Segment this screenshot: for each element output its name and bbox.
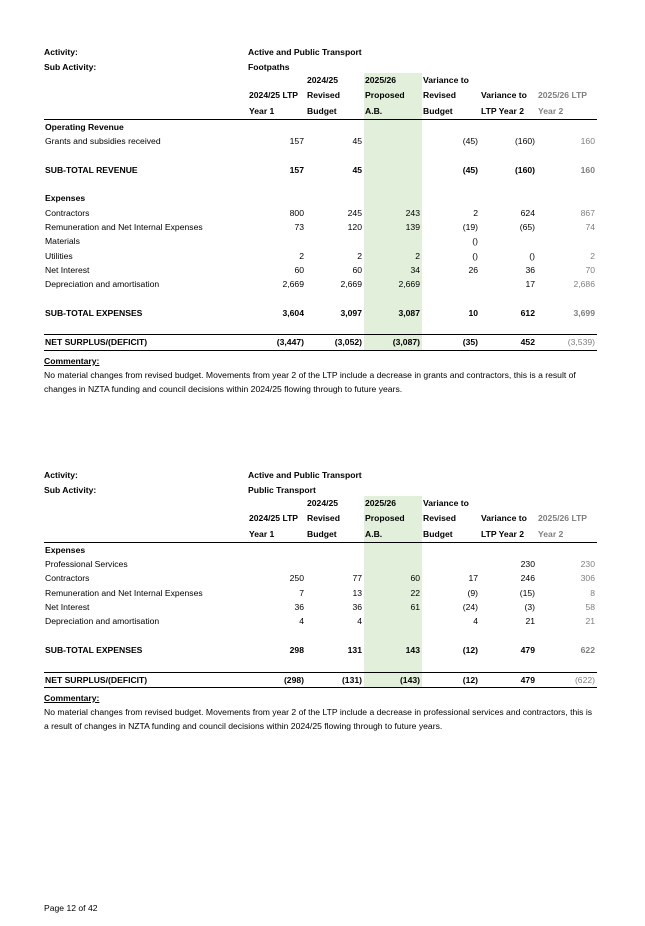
column-header-cell: Variance to xyxy=(481,90,527,101)
value-cell: 2 xyxy=(357,250,362,261)
column-header-cell: LTP Year 2 xyxy=(480,104,537,120)
row-label: Materials xyxy=(45,236,80,247)
value-cell: 4 xyxy=(357,616,362,627)
row-label: SUB-TOTAL REVENUE xyxy=(45,164,138,175)
value-cell: 45 xyxy=(352,164,362,175)
value-cell xyxy=(306,119,364,134)
column-header-cell: 2025/26 LTP xyxy=(538,513,588,524)
value-cell: (45) xyxy=(462,164,478,175)
column-header-cell: 2025/26 LTP xyxy=(538,90,588,101)
row-label: Depreciation and amortisation xyxy=(45,279,160,290)
table-row xyxy=(44,119,597,134)
value-cell xyxy=(537,119,597,134)
row-label: Net Interest xyxy=(45,602,90,613)
value-cell: () xyxy=(472,250,478,261)
value-cell: (3,087) xyxy=(364,335,422,350)
value-cell: 58 xyxy=(585,602,595,613)
subactivity-label: Sub Activity: xyxy=(44,485,97,495)
value-cell xyxy=(306,148,364,162)
column-header-cell: 2024/25 LTP xyxy=(249,513,299,524)
table-row xyxy=(44,629,597,643)
value-cell xyxy=(364,148,422,162)
column-header-cell: Year 2 xyxy=(537,527,597,543)
column-header-cell: Revised xyxy=(307,513,340,524)
column-header-cell: Budget xyxy=(306,527,364,543)
column-header-cell: Revised xyxy=(423,513,456,524)
value-cell xyxy=(537,234,597,248)
value-cell xyxy=(422,629,480,643)
table-row xyxy=(44,277,597,291)
value-cell xyxy=(537,320,597,335)
value-cell xyxy=(364,291,422,305)
row-label: Grants and subsidies received xyxy=(45,136,161,147)
table-row xyxy=(44,657,597,672)
table-row xyxy=(44,672,597,687)
value-cell: 2 xyxy=(364,249,422,263)
value-cell: 306 xyxy=(580,573,595,584)
value-cell: 34 xyxy=(364,263,422,277)
value-cell xyxy=(364,629,422,643)
value-cell: 157 xyxy=(289,136,304,147)
column-header-cell: Variance to xyxy=(423,75,469,86)
activity-value: Active and Public Transport xyxy=(248,47,362,57)
header-label-cell xyxy=(44,104,248,120)
column-header-cell: Year 1 xyxy=(248,104,306,120)
table-row xyxy=(44,249,597,263)
value-cell: 36 xyxy=(525,264,535,275)
value-cell xyxy=(480,657,537,672)
value-cell xyxy=(248,542,306,557)
value-cell xyxy=(248,657,306,672)
value-cell: () xyxy=(529,250,535,261)
value-cell xyxy=(422,277,480,291)
value-cell xyxy=(248,148,306,162)
commentary-text: No material changes from revised budget. Movements from year 2 of the LTP include a decrease in grants and contractors, this is a result of changes in NZTA funding and council decisions within 2024/25 flowing through to future years. xyxy=(44,370,576,394)
column-header-cell: Revised xyxy=(423,90,456,101)
activity-label: Activity: xyxy=(44,47,78,57)
row-label: Contractors xyxy=(45,207,90,218)
table-row xyxy=(44,191,597,205)
row-label xyxy=(44,657,248,672)
column-header-cell xyxy=(248,73,306,88)
header-label-cell xyxy=(44,88,248,103)
value-cell: 7 xyxy=(299,587,304,598)
column-header-cell: Budget xyxy=(306,104,364,120)
value-cell: (3) xyxy=(524,602,535,613)
value-cell xyxy=(306,291,364,305)
row-label xyxy=(44,320,248,335)
value-cell: 45 xyxy=(352,136,362,147)
value-cell: 139 xyxy=(364,220,422,234)
value-cell xyxy=(248,629,306,643)
value-cell: 61 xyxy=(364,600,422,614)
row-label: Remuneration and Net Internal Expenses xyxy=(45,221,203,232)
row-label: NET SURPLUS/(DEFICIT) xyxy=(44,335,248,350)
row-label xyxy=(44,291,248,305)
commentary-text: No material changes from revised budget. Movements from year 2 of the LTP include a decrease in professional services and contractors, this is a result of changes in NZTA funding and council decisions within 2024/25 flowing through to future years. xyxy=(44,707,593,731)
value-cell xyxy=(364,234,422,248)
value-cell xyxy=(480,291,537,305)
value-cell xyxy=(480,191,537,205)
value-cell xyxy=(364,177,422,191)
value-cell xyxy=(248,177,306,191)
table-row xyxy=(44,320,597,335)
value-cell: 245 xyxy=(347,207,362,218)
table-row xyxy=(44,557,597,571)
row-label xyxy=(44,177,248,191)
value-cell: 2 xyxy=(590,250,595,261)
value-cell: 120 xyxy=(347,221,362,232)
value-cell: 160 xyxy=(580,136,595,147)
row-label: Utilities xyxy=(45,250,73,261)
subactivity-value: Public Transport xyxy=(248,485,316,495)
value-cell: 298 xyxy=(289,644,304,655)
header-label-cell xyxy=(44,73,248,88)
column-header-cell xyxy=(537,73,597,88)
value-cell: 21 xyxy=(525,616,535,627)
table-row xyxy=(44,177,597,191)
value-cell: 3,604 xyxy=(282,307,304,318)
value-cell xyxy=(480,320,537,335)
value-cell: (65) xyxy=(519,221,535,232)
value-cell: 2,669 xyxy=(340,279,362,290)
value-cell: () xyxy=(472,236,478,247)
value-cell xyxy=(480,177,537,191)
column-header-cell: Variance to xyxy=(481,513,527,524)
value-cell: 60 xyxy=(352,264,362,275)
value-cell: 250 xyxy=(289,573,304,584)
value-cell: 36 xyxy=(294,602,304,613)
subactivity-value: Footpaths xyxy=(248,62,290,72)
header-label-cell xyxy=(44,496,248,511)
value-cell: (3,052) xyxy=(306,335,364,350)
table-row xyxy=(44,148,597,162)
table-row xyxy=(44,134,597,148)
column-header-cell: Budget xyxy=(422,104,480,120)
value-cell: (131) xyxy=(306,672,364,687)
value-cell xyxy=(364,542,422,557)
value-cell xyxy=(306,177,364,191)
column-header-cell: Year 2 xyxy=(537,104,597,120)
budget-table xyxy=(44,496,597,688)
column-header-cell: 2024/25 xyxy=(307,498,339,509)
row-label xyxy=(44,148,248,162)
value-cell xyxy=(422,557,480,571)
column-header-cell: 2025/26 xyxy=(364,496,422,511)
value-cell: (3,447) xyxy=(248,335,306,350)
value-cell: 2 xyxy=(473,207,478,218)
value-cell xyxy=(306,657,364,672)
column-header-cell: Variance to xyxy=(423,498,469,509)
header-label-cell xyxy=(44,527,248,543)
value-cell: (9) xyxy=(467,587,478,598)
value-cell xyxy=(422,291,480,305)
value-cell: 867 xyxy=(580,207,595,218)
value-cell xyxy=(422,119,480,134)
value-cell: (622) xyxy=(537,672,597,687)
value-cell: (24) xyxy=(462,602,478,613)
value-cell xyxy=(364,191,422,205)
value-cell: 3,087 xyxy=(364,306,422,320)
value-cell: 73 xyxy=(294,221,304,232)
value-cell xyxy=(537,542,597,557)
table-row xyxy=(44,163,597,177)
value-cell: 612 xyxy=(520,307,535,318)
value-cell xyxy=(306,542,364,557)
value-cell xyxy=(537,657,597,672)
commentary-title: Commentary: xyxy=(44,693,100,703)
value-cell xyxy=(364,134,422,148)
value-cell xyxy=(537,148,597,162)
column-header-cell: Proposed xyxy=(364,511,422,526)
value-cell: 160 xyxy=(580,164,595,175)
row-label: Remuneration and Net Internal Expenses xyxy=(45,587,203,598)
value-cell: 60 xyxy=(294,264,304,275)
table-row xyxy=(44,263,597,277)
value-cell xyxy=(306,191,364,205)
column-header-cell xyxy=(480,496,537,511)
value-cell xyxy=(422,191,480,205)
activity-value: Active and Public Transport xyxy=(248,470,362,480)
value-cell xyxy=(422,148,480,162)
value-cell: 243 xyxy=(364,206,422,220)
table-row xyxy=(44,206,597,220)
row-label: SUB-TOTAL EXPENSES xyxy=(45,644,143,655)
value-cell: 800 xyxy=(289,207,304,218)
value-cell: (160) xyxy=(514,136,535,147)
value-cell: 10 xyxy=(468,307,478,318)
table-row xyxy=(44,571,597,585)
value-cell: 21 xyxy=(585,616,595,627)
value-cell xyxy=(364,320,422,335)
table-row xyxy=(44,291,597,305)
value-cell xyxy=(306,629,364,643)
subactivity-label: Sub Activity: xyxy=(44,62,97,72)
row-label: Professional Services xyxy=(45,559,128,570)
row-label: Operating Revenue xyxy=(45,121,124,132)
value-cell: (160) xyxy=(514,164,535,175)
column-header-cell: Year 1 xyxy=(248,527,306,543)
value-cell: 624 xyxy=(520,207,535,218)
value-cell: 2,686 xyxy=(573,279,595,290)
value-cell: (19) xyxy=(462,221,478,232)
table-row xyxy=(44,335,597,350)
value-cell: 4 xyxy=(473,616,478,627)
value-cell: 2 xyxy=(299,250,304,261)
value-cell: 622 xyxy=(580,644,595,655)
value-cell xyxy=(248,320,306,335)
value-cell: 452 xyxy=(480,335,537,350)
value-cell xyxy=(306,234,364,248)
value-cell: 74 xyxy=(585,221,595,232)
table-row xyxy=(44,542,597,557)
row-label: Contractors xyxy=(45,573,90,584)
value-cell xyxy=(480,148,537,162)
value-cell: (12) xyxy=(422,672,480,687)
value-cell: 8 xyxy=(590,587,595,598)
value-cell: 36 xyxy=(352,602,362,613)
value-cell: 131 xyxy=(347,644,362,655)
table-row xyxy=(44,234,597,248)
value-cell: (45) xyxy=(462,136,478,147)
value-cell xyxy=(306,557,364,571)
value-cell: (143) xyxy=(364,672,422,687)
value-cell: 157 xyxy=(289,164,304,175)
value-cell: 479 xyxy=(520,644,535,655)
value-cell xyxy=(537,291,597,305)
value-cell: 22 xyxy=(364,586,422,600)
column-header-cell: Budget xyxy=(422,527,480,543)
page-number: Page 12 of 42 xyxy=(44,903,98,913)
value-cell xyxy=(364,163,422,177)
value-cell xyxy=(364,557,422,571)
value-cell: 479 xyxy=(480,672,537,687)
value-cell xyxy=(537,177,597,191)
table-row xyxy=(44,586,597,600)
value-cell: 4 xyxy=(299,616,304,627)
value-cell: 2,669 xyxy=(282,279,304,290)
value-cell xyxy=(422,320,480,335)
table-row xyxy=(44,614,597,628)
value-cell: 17 xyxy=(525,279,535,290)
value-cell xyxy=(248,234,306,248)
value-cell xyxy=(480,234,537,248)
column-header-cell xyxy=(480,73,537,88)
value-cell xyxy=(364,119,422,134)
value-cell xyxy=(248,291,306,305)
column-header-cell: 2025/26 xyxy=(364,73,422,88)
column-header-cell xyxy=(248,496,306,511)
value-cell: 13 xyxy=(352,587,362,598)
value-cell: 3,699 xyxy=(573,307,595,318)
value-cell: (35) xyxy=(422,335,480,350)
value-cell xyxy=(248,119,306,134)
value-cell: 230 xyxy=(520,559,535,570)
column-header-cell: 2024/25 xyxy=(307,75,339,86)
table-row xyxy=(44,643,597,657)
activity-label: Activity: xyxy=(44,470,78,480)
value-cell: 143 xyxy=(364,643,422,657)
row-label: Depreciation and amortisation xyxy=(45,616,160,627)
value-cell xyxy=(306,320,364,335)
row-label: NET SURPLUS/(DEFICIT) xyxy=(44,672,248,687)
table-row xyxy=(44,306,597,320)
value-cell: 246 xyxy=(520,573,535,584)
value-cell: 60 xyxy=(364,571,422,585)
row-label: Expenses xyxy=(45,544,86,555)
value-cell xyxy=(364,614,422,628)
value-cell xyxy=(248,191,306,205)
value-cell: 70 xyxy=(585,264,595,275)
column-header-cell: LTP Year 2 xyxy=(480,527,537,543)
table-row xyxy=(44,600,597,614)
table-row xyxy=(44,220,597,234)
value-cell: 26 xyxy=(468,264,478,275)
value-cell: (12) xyxy=(462,644,478,655)
column-header-cell: 2024/25 LTP xyxy=(249,90,299,101)
value-cell: 230 xyxy=(580,559,595,570)
value-cell xyxy=(480,629,537,643)
column-header-cell: Revised xyxy=(307,90,340,101)
value-cell xyxy=(480,542,537,557)
value-cell: (15) xyxy=(519,587,535,598)
value-cell xyxy=(422,177,480,191)
row-label xyxy=(44,629,248,643)
value-cell xyxy=(537,629,597,643)
value-cell xyxy=(422,657,480,672)
value-cell: 77 xyxy=(352,573,362,584)
value-cell xyxy=(480,119,537,134)
value-cell: 17 xyxy=(468,573,478,584)
value-cell xyxy=(537,191,597,205)
column-header-cell: Proposed xyxy=(364,88,422,103)
column-header-cell xyxy=(537,496,597,511)
header-label-cell xyxy=(44,511,248,526)
commentary-title: Commentary: xyxy=(44,356,100,366)
row-label: Net Interest xyxy=(45,264,90,275)
value-cell: (3,539) xyxy=(537,335,597,350)
row-label: SUB-TOTAL EXPENSES xyxy=(45,307,143,318)
value-cell: 3,097 xyxy=(340,307,362,318)
value-cell: (298) xyxy=(248,672,306,687)
value-cell xyxy=(422,542,480,557)
row-label: Expenses xyxy=(45,193,86,204)
value-cell: 2,669 xyxy=(364,277,422,291)
column-header-cell: A.B. xyxy=(364,104,422,120)
budget-table xyxy=(44,73,597,351)
column-header-cell: A.B. xyxy=(364,527,422,543)
value-cell xyxy=(364,657,422,672)
value-cell xyxy=(248,557,306,571)
